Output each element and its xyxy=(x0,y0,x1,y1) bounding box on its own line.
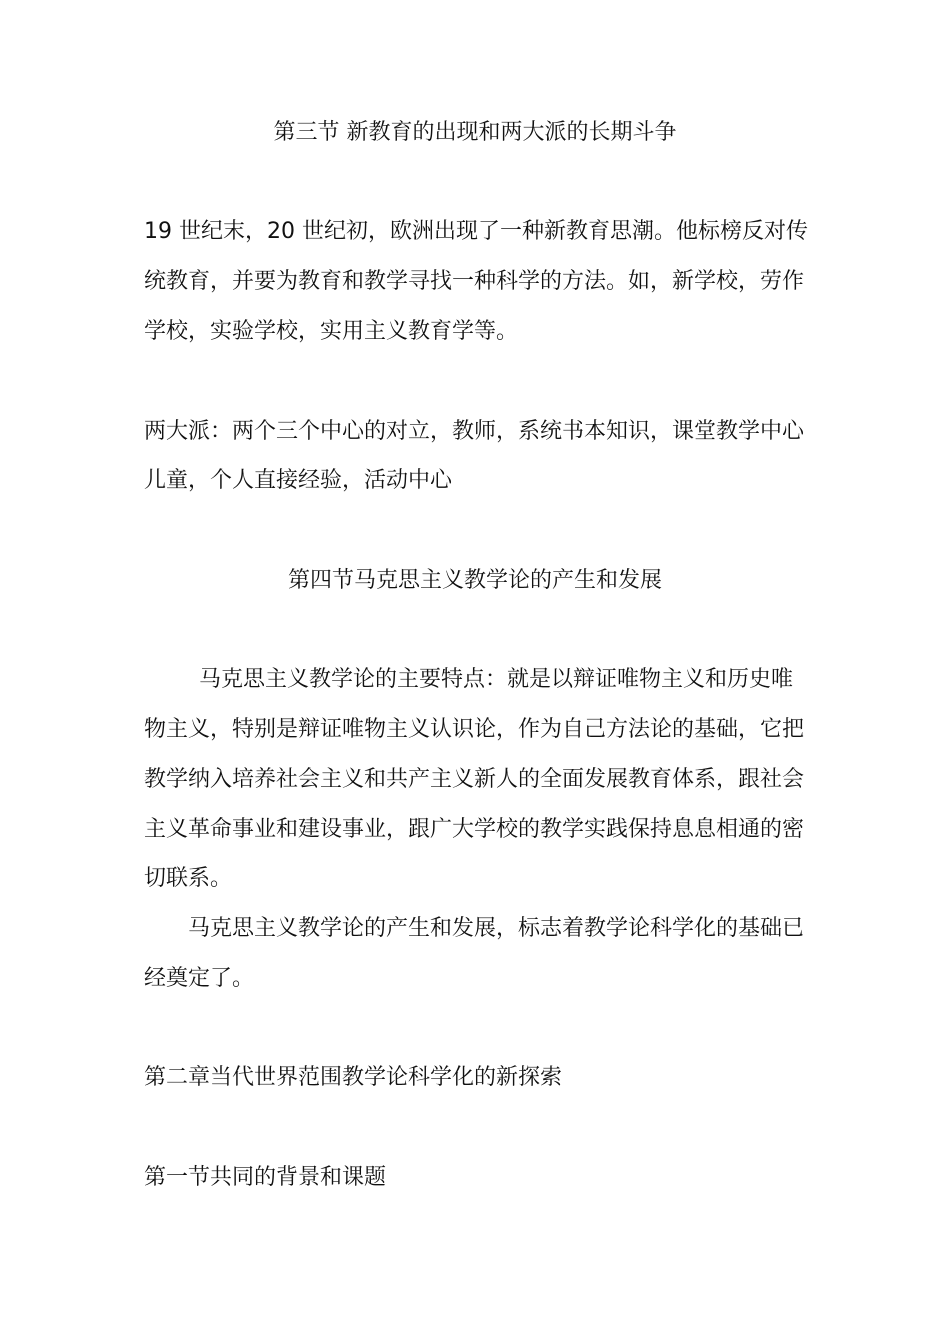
section-heading: 第三节 新教育的出现和两大派的长期斗争 xyxy=(273,120,677,145)
paragraph-line: 统教育，并要为教育和教学寻找一种科学的方法。如，新学校，劳作 xyxy=(144,269,805,294)
paragraph-line: 物主义，特别是辩证唯物主义认识论，作为自己方法论的基础，它把 xyxy=(144,717,805,742)
paragraph-line: 儿童，个人直接经验，活动中心 xyxy=(144,468,453,493)
paragraph-line: 19 世纪末，20 世纪初，欧洲出现了一种新教育思潮。他标榜反对传 xyxy=(144,219,808,244)
paragraph-line: 学校，实验学校，实用主义教育学等。 xyxy=(144,319,519,344)
paragraph-line: 主义革命事业和建设事业，跟广大学校的教学实践保持息息相通的密 xyxy=(144,817,805,842)
section-heading: 第一节共同的背景和课题 xyxy=(144,1165,387,1190)
paragraph-line: 经奠定了。 xyxy=(144,966,255,991)
paragraph-line: 两大派：两个三个中心的对立，教师，系统书本知识，课堂教学中心 xyxy=(144,419,805,444)
paragraph-line: 教学纳入培养社会主义和共产主义新人的全面发展教育体系，跟社会 xyxy=(144,767,805,792)
paragraph-line: 马克思主义教学论的主要特点：就是以辩证唯物主义和历史唯 xyxy=(199,667,794,692)
paragraph-line: 马克思主义教学论的产生和发展，标志着教学论科学化的基础已 xyxy=(188,916,805,941)
paragraph-line: 切联系。 xyxy=(144,866,233,891)
section-heading: 第四节马克思主义教学论的产生和发展 xyxy=(287,568,662,593)
chapter-heading: 第二章当代世界范围教学论科学化的新探索 xyxy=(144,1065,563,1090)
